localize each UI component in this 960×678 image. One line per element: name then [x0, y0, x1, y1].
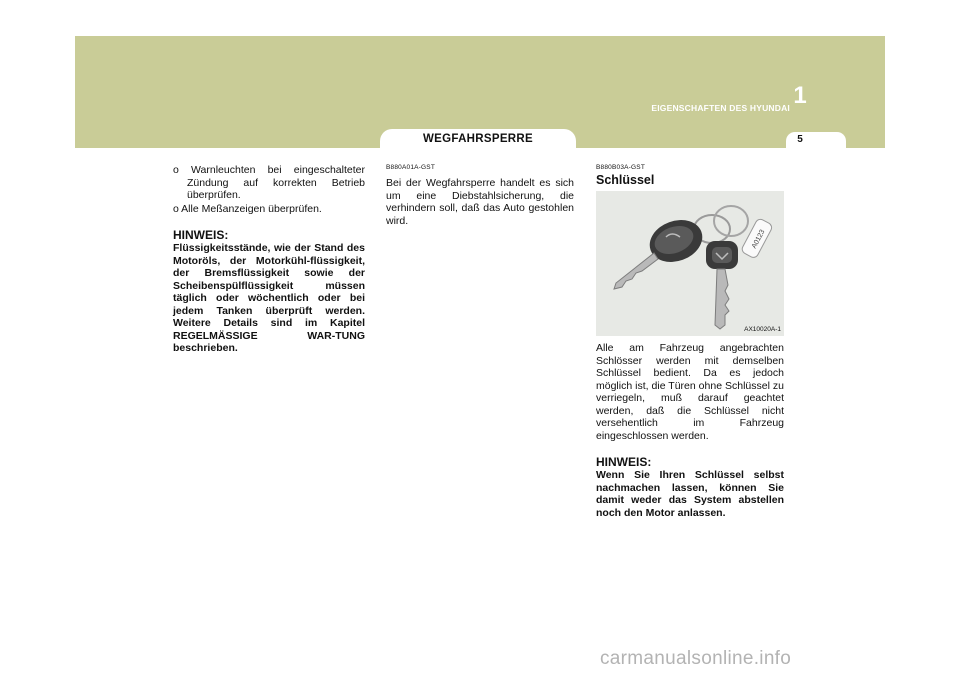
page-number: 5	[797, 134, 803, 145]
keys-icon	[596, 191, 784, 336]
watermark: carmanualsonline.info	[600, 648, 792, 669]
keys-text: Alle am Fahrzeug angebrachten Schlösser werden mit demselben Schlüssel bedient. Da es jedoch möglich ist, die Türen ohne Schlüssel zu verriegeln, muß darauf geachtet werden, daß die Schlüssel nicht versehentlich im Fahrzeug eingeschlossen werden.	[596, 342, 784, 442]
image-code: AX10020A-1	[744, 326, 781, 333]
key-tag-text: A0123	[750, 228, 767, 250]
right-column	[596, 164, 784, 519]
note-heading: HINWEIS:	[173, 228, 229, 242]
keys-heading: Schlüssel	[596, 173, 655, 187]
section-title: EIGENSCHAFTEN DES HYUNDAI	[651, 103, 790, 113]
bullet-warning-lights: o Warnleuchten bei eingeschalteter Zündung auf korrekten Betrieb überprüfen.	[173, 164, 365, 201]
note-text: Flüssigkeitsstände, wie der Stand des Motoröls, der Motorkühl-flüssigkeit, der Bremsflüssigkeit sowie der Scheibenspülflüssigkeit müssen täglich oder wöchentlich oder bei jedem Tanken überprüft werden. Weitere Details sind im Kapitel REGELMÄSSIGE WAR-TUNG beschrieben.	[173, 242, 365, 354]
note-text: Wenn Sie Ihren Schlüssel selbst nachmachen lassen, können Sie damit weder das System abstellen noch den Motor anlassen.	[596, 469, 784, 519]
section-tab-label: WEGFAHRSPERRE	[423, 133, 533, 145]
left-column	[173, 164, 365, 355]
section-code: B880A01A-GST	[386, 164, 436, 171]
note-heading: HINWEIS:	[596, 455, 652, 469]
middle-column	[386, 164, 574, 227]
bullet-gauges: o Alle Meßanzeigen überprüfen.	[173, 202, 322, 215]
keys-photo	[596, 191, 784, 336]
section-code: B880B03A-GST	[596, 164, 646, 171]
immobilizer-text: Bei der Wegfahrsperre handelt es sich um eine Diebstahlsicherung, die verhindern soll, daß das Auto gestohlen wird.	[386, 177, 574, 227]
chapter-number: 1	[793, 82, 807, 109]
